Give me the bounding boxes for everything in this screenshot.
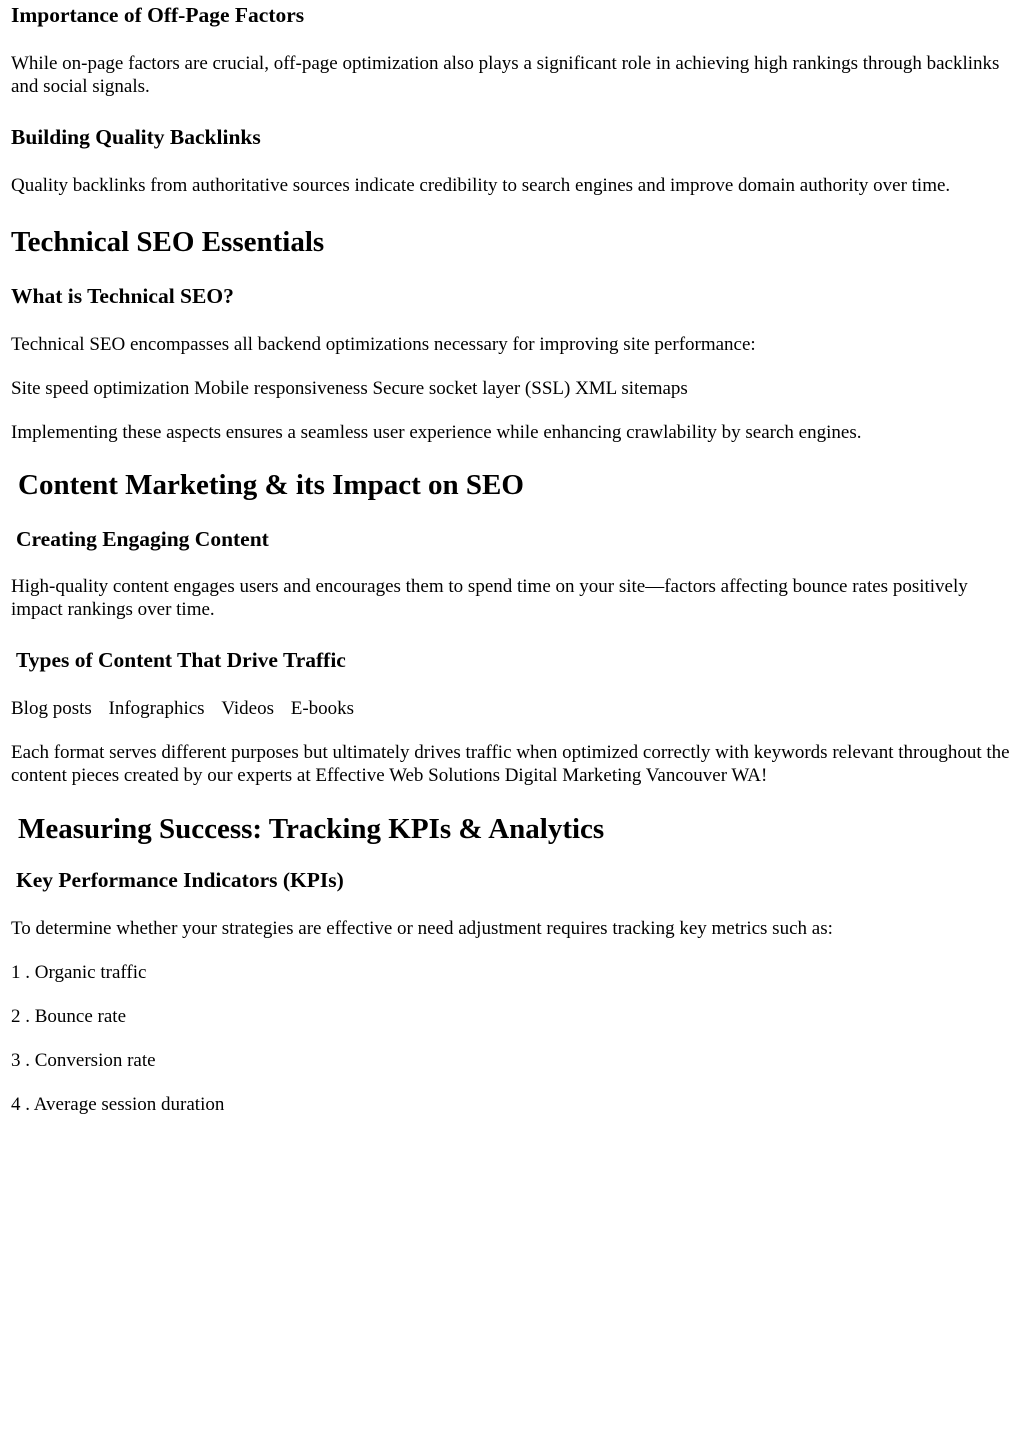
paragraph-technical-outro: Implementing these aspects ensures a seamless user experience while enhancing crawlability by search engines. bbox=[11, 422, 862, 443]
paragraph-technical-list: Site speed optimization Mobile responsiveness Secure socket layer (SSL) XML sitemaps bbox=[11, 378, 688, 399]
content-type-item: E-books bbox=[290, 698, 355, 719]
paragraph-technical-intro: Technical SEO encompasses all backend optimizations necessary for improving site performance: bbox=[11, 334, 756, 355]
article-body bbox=[0, 2, 1024, 1116]
heading-offpage-factors: Importance of Off-Page Factors bbox=[11, 3, 305, 27]
heading-content-types: Types of Content That Drive Traffic bbox=[16, 648, 346, 672]
content-type-item: Infographics bbox=[108, 698, 205, 719]
content-type-item: Blog posts bbox=[11, 698, 92, 719]
heading-technical-seo: Technical SEO Essentials bbox=[11, 226, 325, 258]
paragraph-content-types-outro: Each format serves different purposes but ultimately drives traffic when optimized correctly with keywords relevant throughout the content pieces created by our experts at Effective Web Solutions Digital Marketing Vancouver WA! bbox=[11, 742, 1010, 786]
kpi-metric-item: 4 . Average session duration bbox=[11, 1094, 225, 1115]
kpi-metric-item: 2 . Bounce rate bbox=[11, 1006, 127, 1027]
heading-creating-content: Creating Engaging Content bbox=[16, 527, 269, 551]
heading-measuring-success: Measuring Success: Tracking KPIs & Analytics bbox=[18, 813, 605, 845]
heading-what-is-technical-seo: What is Technical SEO? bbox=[11, 284, 234, 308]
kpi-metric-item: 3 . Conversion rate bbox=[11, 1050, 156, 1071]
content-types-list bbox=[11, 697, 1013, 720]
paragraph-creating-content: High-quality content engages users and encourages them to spend time on your site—factors affecting bounce rates positively impact rankings over time. bbox=[11, 576, 968, 620]
paragraph-quality-backlinks: Quality backlinks from authoritative sources indicate credibility to search engines and improve domain authority over time. bbox=[11, 175, 951, 196]
content-type-item: Videos bbox=[221, 698, 274, 719]
heading-kpis: Key Performance Indicators (KPIs) bbox=[16, 868, 344, 892]
paragraph-offpage-factors: While on-page factors are crucial, off-page optimization also plays a significant role in achieving high rankings through backlinks and social signals. bbox=[11, 53, 1000, 97]
kpi-metric-item: 1 . Organic traffic bbox=[11, 962, 147, 983]
paragraph-kpis-intro: To determine whether your strategies are effective or need adjustment requires tracking key metrics such as: bbox=[11, 918, 833, 939]
heading-quality-backlinks: Building Quality Backlinks bbox=[11, 125, 261, 149]
heading-content-marketing: Content Marketing & its Impact on SEO bbox=[18, 469, 524, 501]
